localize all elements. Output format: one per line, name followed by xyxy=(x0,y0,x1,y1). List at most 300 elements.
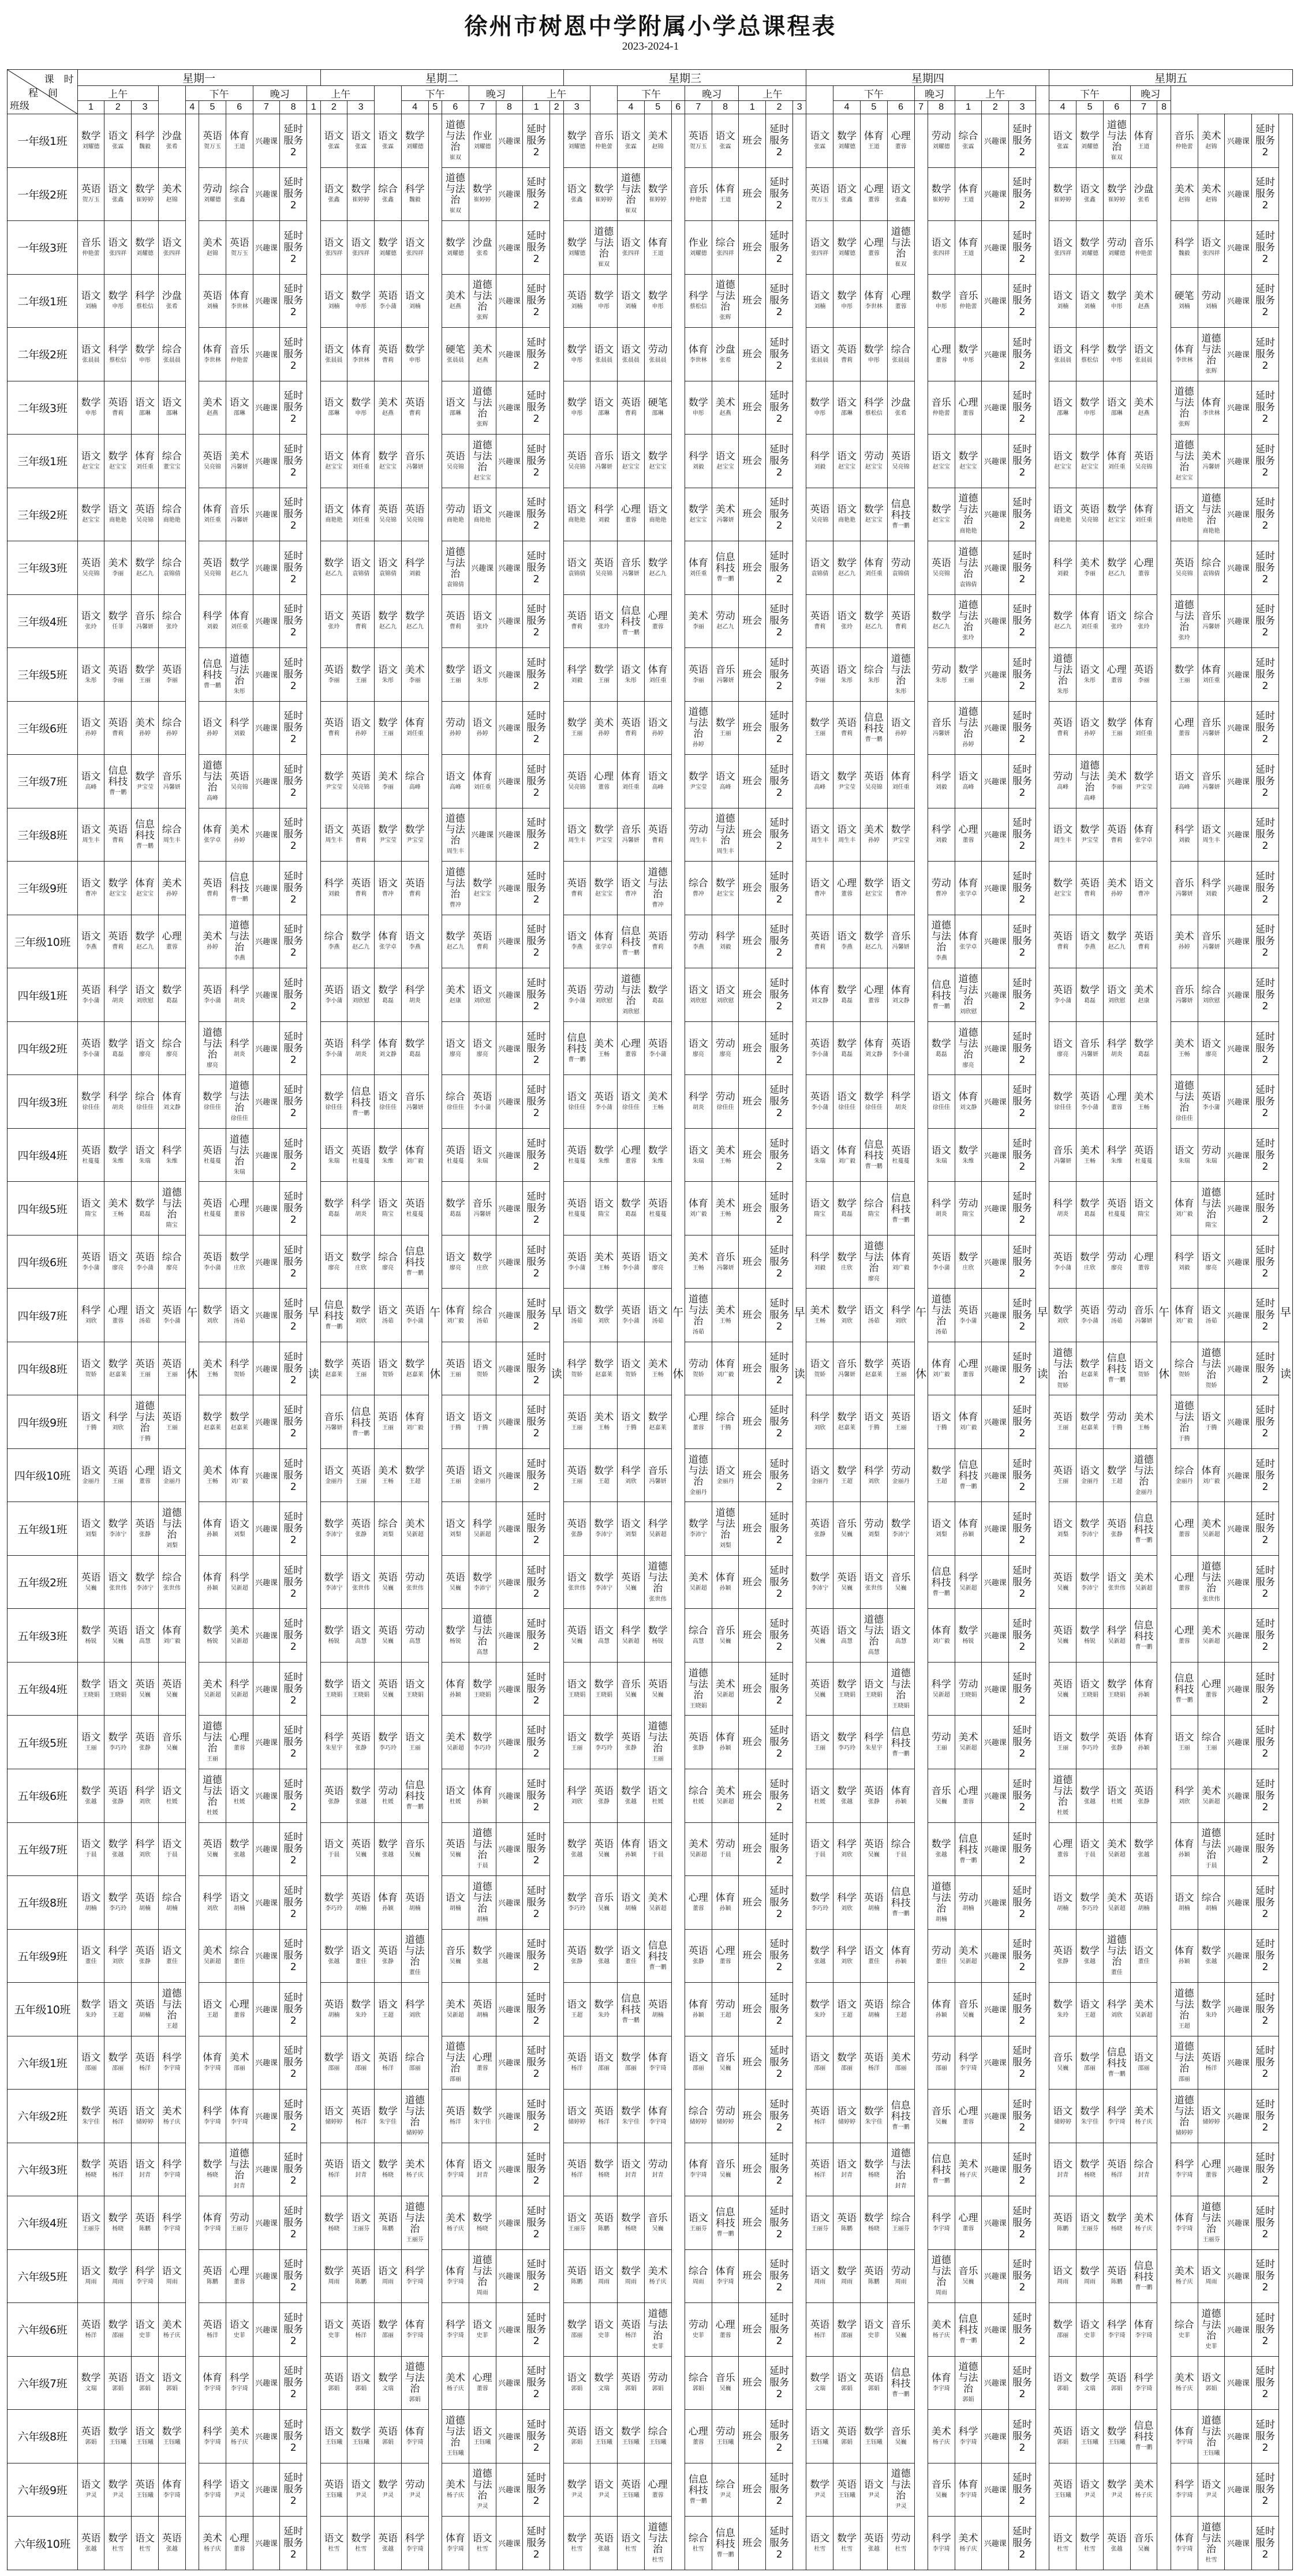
lesson-cell xyxy=(860,1075,887,1129)
lesson-teacher: 曹冲 xyxy=(692,890,704,897)
lesson-subject: 数学 xyxy=(620,2105,641,2117)
lesson-cell xyxy=(563,1822,590,1876)
lesson-cell xyxy=(1198,1235,1225,1289)
lesson-teacher: 贺娇 xyxy=(814,1371,826,1378)
lesson-subject: 语文 xyxy=(1201,2105,1221,2117)
lesson-subject: 语文 xyxy=(162,1839,182,1851)
lesson-cell xyxy=(253,1448,280,1502)
lesson-subject: 劳动 xyxy=(958,1892,978,1904)
lesson-subject: 延时服务2 xyxy=(769,1938,790,1974)
lesson-cell xyxy=(469,1289,496,1342)
lesson-teacher: 刘欣慰 xyxy=(689,998,707,1004)
lesson-cell xyxy=(806,1555,833,1609)
lesson-cell xyxy=(375,2196,402,2250)
lesson-teacher: 张越 xyxy=(1138,1852,1150,1859)
lesson-teacher: 王超 xyxy=(841,1478,853,1485)
lesson-teacher: 李小蒲 xyxy=(568,998,586,1004)
lesson-cell xyxy=(253,1662,280,1716)
lesson-subject: 延时服务2 xyxy=(526,2418,547,2454)
lesson-subject: 延时服务2 xyxy=(1012,336,1033,372)
lesson-cell xyxy=(766,915,793,968)
lesson-subject: 延时服务2 xyxy=(769,390,790,425)
lesson-cell xyxy=(104,1075,132,1129)
lesson-teacher: 赵宝宝 xyxy=(838,463,856,470)
lesson-teacher: 张晨晨 xyxy=(1054,357,1072,364)
lesson-teacher: 孙婷 xyxy=(692,742,704,748)
lesson-subject: 延时服务2 xyxy=(1255,1511,1275,1547)
lesson-cell xyxy=(469,1448,496,1502)
class-name: 五年级6班 xyxy=(8,1769,78,1822)
lesson-cell xyxy=(77,2090,104,2143)
lesson-teacher: 张越 xyxy=(571,1852,583,1859)
lesson-subject: 语文 xyxy=(351,557,371,569)
lesson-cell xyxy=(226,648,253,702)
lesson-teacher: 史菲 xyxy=(652,2343,664,2350)
lesson-subject: 道德与法治 xyxy=(445,546,465,580)
lesson-subject: 语文 xyxy=(810,2212,830,2224)
morning-read-cell xyxy=(1035,114,1049,2570)
break-label: 午 xyxy=(1158,1305,1170,1319)
lesson-subject: 综合 xyxy=(688,1625,708,1637)
lesson-teacher: 李宇琦 xyxy=(203,2386,221,2392)
lesson-cell xyxy=(104,435,132,488)
lesson-cell xyxy=(644,2196,671,2250)
lesson-teacher: 袁锦倩 xyxy=(959,581,977,588)
lesson-subject: 英语 xyxy=(377,1945,398,1957)
lesson-cell xyxy=(347,2090,375,2143)
lesson-subject: 美术 xyxy=(1106,1892,1127,1904)
lesson-subject: 兴趣课 xyxy=(498,831,521,840)
lesson-subject: 兴趣课 xyxy=(498,1312,521,1321)
lesson-cell xyxy=(833,808,861,862)
lesson-subject: 班会 xyxy=(742,935,762,948)
lesson-subject: 科学 xyxy=(229,1358,249,1370)
lesson-teacher: 刘欣慰 xyxy=(959,1009,977,1015)
lesson-subject: 体育 xyxy=(202,1518,222,1530)
lesson-subject: 语文 xyxy=(810,1839,830,1851)
lesson-subject: 美术 xyxy=(1080,557,1100,569)
lesson-cell xyxy=(77,2410,104,2463)
lesson-subject: 语文 xyxy=(324,824,344,836)
lesson-subject: 语文 xyxy=(567,1091,587,1103)
lesson-subject: 综合 xyxy=(377,1251,398,1263)
lesson-teacher: 杜媛 xyxy=(449,1798,461,1805)
lesson-cell xyxy=(685,435,712,488)
lesson-subject: 语文 xyxy=(81,1411,101,1424)
lesson-teacher: 吴巍 xyxy=(719,2065,731,2072)
lesson-cell xyxy=(1171,1289,1198,1342)
lesson-cell xyxy=(618,1342,645,1395)
lesson-subject: 兴趣课 xyxy=(255,2166,278,2175)
lesson-cell xyxy=(523,1929,550,1983)
lesson-subject: 延时服务2 xyxy=(283,1405,304,1440)
lesson-teacher: 刘耀德 xyxy=(568,143,586,150)
lesson-cell xyxy=(644,1502,671,1556)
lesson-subject: 语文 xyxy=(324,130,344,142)
lesson-subject: 兴趣课 xyxy=(255,1685,278,1694)
lesson-teacher: 吴新超 xyxy=(1108,1852,1126,1859)
lesson-cell xyxy=(766,2356,793,2410)
lesson-teacher: 杨子庆 xyxy=(1135,2118,1153,2125)
lesson-cell xyxy=(1049,114,1076,168)
lesson-subject: 综合 xyxy=(715,1411,735,1424)
lesson-teacher: 刘毅 xyxy=(1178,1264,1190,1271)
lesson-subject: 延时服务2 xyxy=(769,978,790,1012)
lesson-cell xyxy=(1171,2356,1198,2410)
lesson-cell xyxy=(375,1395,402,1449)
lesson-subject: 兴趣课 xyxy=(255,1578,278,1587)
lesson-teacher: 赵乙九 xyxy=(865,624,883,631)
lesson-subject: 语文 xyxy=(135,2105,155,2117)
lesson-cell xyxy=(1009,594,1036,648)
lesson-teacher: 赵乙九 xyxy=(136,570,154,577)
lesson-cell xyxy=(766,221,793,275)
lesson-subject: 美术 xyxy=(445,984,465,996)
lesson-cell xyxy=(766,328,793,381)
lesson-teacher: 赵乙九 xyxy=(1108,944,1126,951)
lesson-subject: 语文 xyxy=(1080,717,1100,729)
lesson-teacher: 王丽 xyxy=(935,1745,947,1752)
lesson-teacher: 曹冲 xyxy=(895,890,907,897)
lesson-subject: 英语 xyxy=(567,1465,587,1477)
lesson-teacher: 王钰曦 xyxy=(473,2439,491,2446)
lesson-teacher: 李丽 xyxy=(328,677,340,684)
lesson-teacher: 赵宝宝 xyxy=(82,463,100,470)
lesson-teacher: 隋宝 xyxy=(868,1211,880,1218)
lesson-teacher: 曹莉 xyxy=(625,731,637,737)
lesson-cell xyxy=(590,2036,618,2090)
lesson-cell xyxy=(1252,2196,1279,2250)
lesson-subject: 道德与法治 xyxy=(1174,1987,1194,2021)
lesson-teacher: 朱彤 xyxy=(868,677,880,684)
lesson-subject: 兴趣课 xyxy=(1227,1845,1250,1855)
lesson-cell xyxy=(401,1662,428,1716)
lesson-cell xyxy=(739,1929,766,1983)
lesson-cell xyxy=(375,862,402,915)
lesson-subject: 语文 xyxy=(351,717,371,729)
lesson-cell xyxy=(1009,2249,1036,2303)
lesson-teacher: 刘欣慰 xyxy=(622,1009,640,1015)
lesson-cell xyxy=(253,274,280,328)
lesson-cell xyxy=(806,2090,833,2143)
lesson-teacher: 孙婷 xyxy=(1084,731,1096,737)
lesson-cell xyxy=(280,1128,307,1182)
lesson-subject: 兴趣课 xyxy=(255,777,278,787)
lesson-teacher: 隋宝 xyxy=(598,1211,610,1218)
lesson-cell xyxy=(1252,1182,1279,1235)
lesson-cell xyxy=(253,167,280,221)
lesson-cell xyxy=(860,755,887,808)
lesson-teacher: 吴巍 xyxy=(935,2118,947,2125)
lesson-cell xyxy=(955,1983,982,2036)
lesson-subject: 语文 xyxy=(810,1785,830,1797)
lesson-teacher: 曹一鹏 xyxy=(865,736,883,743)
lesson-cell xyxy=(320,221,347,275)
lesson-teacher: 董蓉 xyxy=(625,1051,637,1058)
lesson-subject: 英语 xyxy=(648,1998,668,2010)
lesson-subject: 兴趣课 xyxy=(498,1739,521,1748)
lesson-teacher: 刘楠 xyxy=(206,304,218,310)
lesson-subject: 语文 xyxy=(863,1678,884,1690)
lesson-subject: 延时服务2 xyxy=(1012,1458,1033,1493)
lesson-teacher: 汤茹 xyxy=(1111,1318,1123,1325)
lesson-teacher: 徐佳佳 xyxy=(325,1104,343,1111)
lesson-subject: 科学 xyxy=(162,2159,182,2171)
lesson-subject: 英语 xyxy=(810,1625,830,1637)
lesson-subject: 兴趣课 xyxy=(984,1044,1007,1054)
lesson-cell xyxy=(739,1395,766,1449)
lesson-cell xyxy=(833,1662,861,1716)
lesson-cell xyxy=(401,2036,428,2090)
lesson-subject: 语文 xyxy=(1106,1785,1127,1797)
lesson-teacher: 李宇琦 xyxy=(406,2279,424,2286)
lesson-cell xyxy=(1076,2196,1104,2250)
break-label: 读 xyxy=(1037,1367,1048,1380)
lesson-teacher: 李燕 xyxy=(233,955,245,962)
lesson-subject: 数学 xyxy=(837,2319,857,2331)
lesson-subject: 美术 xyxy=(1174,931,1194,943)
lesson-subject: 数学 xyxy=(837,1198,857,1210)
lunch-break-cell xyxy=(671,114,685,2570)
lesson-subject: 兴趣课 xyxy=(1227,1739,1250,1748)
lesson-cell xyxy=(644,968,671,1022)
lesson-cell xyxy=(280,114,307,168)
lesson-teacher: 李丽 xyxy=(166,677,178,684)
lesson-teacher: 吴亮锦 xyxy=(892,463,910,470)
lesson-cell xyxy=(1009,328,1036,381)
lesson-cell xyxy=(1225,328,1252,381)
lesson-cell xyxy=(833,221,861,275)
lesson-cell xyxy=(1076,435,1104,488)
lesson-cell xyxy=(887,1235,914,1289)
lesson-teacher: 王畅 xyxy=(598,1051,610,1058)
lesson-teacher: 吴巍 xyxy=(814,1638,826,1645)
lesson-teacher: 刘任重 xyxy=(473,784,491,791)
lesson-subject: 数学 xyxy=(594,184,614,196)
lesson-subject: 数学 xyxy=(1106,931,1127,943)
lesson-teacher: 张希 xyxy=(719,357,731,364)
lesson-teacher: 孙婷 xyxy=(206,731,218,737)
lesson-teacher: 李宇琦 xyxy=(716,2279,734,2286)
lesson-teacher: 赵燕 xyxy=(1138,410,1150,417)
lesson-cell xyxy=(199,2410,226,2463)
lesson-teacher: 李沛宁 xyxy=(595,1585,613,1592)
school-term: 2023-2024-1 xyxy=(622,40,679,53)
lesson-subject: 英语 xyxy=(567,1251,587,1263)
lesson-subject: 延时服务2 xyxy=(526,336,547,372)
lesson-cell xyxy=(158,2356,185,2410)
lesson-cell xyxy=(712,701,739,755)
lesson-subject: 英语 xyxy=(863,1998,884,2010)
lesson-teacher: 张玲 xyxy=(476,624,488,631)
lesson-cell xyxy=(590,328,618,381)
lesson-cell xyxy=(887,1289,914,1342)
lesson-teacher: 吴巍 xyxy=(841,1532,853,1538)
lesson-cell xyxy=(253,381,280,435)
lesson-cell xyxy=(1252,1555,1279,1609)
lesson-subject: 延时服务2 xyxy=(1255,1885,1275,1920)
table-row xyxy=(8,1075,1293,1129)
lesson-teacher: 刘梨 xyxy=(868,1532,880,1538)
lesson-cell xyxy=(1130,1395,1157,1449)
lesson-cell xyxy=(401,915,428,968)
lesson-teacher: 张世伟 xyxy=(163,1585,181,1592)
lesson-cell xyxy=(442,435,469,488)
lesson-teacher: 陈鹏 xyxy=(598,2225,610,2232)
lesson-cell xyxy=(712,435,739,488)
lesson-teacher: 刘耀德 xyxy=(473,143,491,150)
lesson-subject: 延时服务2 xyxy=(1255,1938,1275,1974)
lesson-subject: 兴趣课 xyxy=(1227,938,1250,947)
lesson-teacher: 张晨晨 xyxy=(82,357,100,364)
lesson-teacher: 王丽 xyxy=(571,1478,583,1485)
lesson-cell xyxy=(833,435,861,488)
lesson-cell xyxy=(347,167,375,221)
lesson-teacher: 赵嘉莱 xyxy=(1081,1425,1099,1432)
lesson-cell xyxy=(712,2356,739,2410)
lesson-teacher: 刘楠 xyxy=(328,304,340,310)
lesson-cell xyxy=(253,1182,280,1235)
lesson-cell xyxy=(280,594,307,648)
lesson-cell xyxy=(590,2143,618,2196)
lesson-teacher: 刘毅 xyxy=(598,517,610,524)
lesson-subject: 音乐 xyxy=(405,1839,425,1851)
lesson-cell xyxy=(712,381,739,435)
lesson-cell xyxy=(1225,167,1252,221)
lesson-teacher: 陈鹏 xyxy=(1111,2279,1123,2286)
lesson-teacher: 朱瑞 xyxy=(476,1158,488,1165)
lesson-teacher: 李小蒲 xyxy=(1081,1318,1099,1325)
lesson-cell xyxy=(132,1502,159,1556)
lesson-subject: 道德与法治 xyxy=(648,866,668,900)
lesson-cell xyxy=(375,915,402,968)
lesson-cell xyxy=(104,1662,132,1716)
lesson-teacher: 商艳艳 xyxy=(959,528,977,535)
lesson-subject: 英语 xyxy=(162,1411,182,1424)
lesson-cell xyxy=(77,1769,104,1822)
lesson-subject: 科学 xyxy=(1053,1198,1073,1210)
lesson-cell xyxy=(887,274,914,328)
corner-header xyxy=(8,70,78,114)
lesson-teacher: 胡炎 xyxy=(1111,1051,1123,1058)
lesson-cell xyxy=(1049,915,1076,968)
lesson-subject: 数学 xyxy=(648,184,668,196)
lesson-teacher: 董蓉 xyxy=(962,837,974,844)
lesson-cell xyxy=(226,701,253,755)
lesson-teacher: 王丽 xyxy=(652,1756,664,1763)
class-name: 四年级2班 xyxy=(8,1021,78,1075)
lesson-teacher: 杨锐 xyxy=(962,1638,974,1645)
lesson-subject: 科学 xyxy=(351,1038,371,1050)
lesson-cell xyxy=(442,1342,469,1395)
lesson-cell xyxy=(1171,381,1198,435)
lesson-cell xyxy=(712,1822,739,1876)
lesson-teacher: 杜媛 xyxy=(206,1809,218,1816)
lesson-cell xyxy=(1076,968,1104,1022)
lesson-cell xyxy=(132,2410,159,2463)
lesson-subject: 延时服务2 xyxy=(283,336,304,372)
lesson-cell xyxy=(104,2356,132,2410)
lesson-cell xyxy=(1103,2090,1130,2143)
lesson-subject: 体育 xyxy=(863,557,884,569)
lesson-teacher: 曹一鹏 xyxy=(325,1323,343,1330)
table-row xyxy=(8,1555,1293,1609)
lesson-subject: 道德与法治 xyxy=(229,653,249,687)
lesson-cell xyxy=(77,167,104,221)
lesson-subject: 数学 xyxy=(594,1998,614,2010)
lesson-subject: 语文 xyxy=(1080,290,1100,302)
lesson-subject: 班会 xyxy=(742,241,762,253)
lesson-cell xyxy=(226,2196,253,2250)
lesson-cell xyxy=(1009,1609,1036,1663)
lesson-subject: 语文 xyxy=(1106,611,1127,623)
lesson-cell xyxy=(523,1289,550,1342)
lesson-teacher: 董佳 xyxy=(625,1959,637,1965)
lesson-teacher: 曹冲 xyxy=(625,890,637,897)
lesson-subject: 劳动 xyxy=(1053,770,1073,782)
lesson-teacher: 董蓉 xyxy=(962,2225,974,2232)
lesson-teacher: 廖亮 xyxy=(206,1062,218,1069)
lesson-cell xyxy=(955,274,982,328)
lesson-subject: 科学 xyxy=(931,824,951,836)
lesson-cell xyxy=(618,435,645,488)
lesson-cell xyxy=(226,1555,253,1609)
lesson-subject: 延时服务2 xyxy=(1255,1618,1275,1653)
lesson-subject: 数学 xyxy=(472,2212,492,2224)
break-header xyxy=(590,86,618,114)
lesson-teacher: 刘任重 xyxy=(1135,731,1153,737)
lesson-cell xyxy=(375,1822,402,1876)
lesson-teacher: 于晨 xyxy=(476,1863,488,1870)
lesson-teacher: 李小蒲 xyxy=(406,1318,424,1325)
lesson-cell xyxy=(375,488,402,541)
lesson-cell xyxy=(685,701,712,755)
lesson-subject: 英语 xyxy=(1053,2212,1073,2224)
lesson-subject: 延时服务2 xyxy=(1012,978,1033,1012)
lesson-cell xyxy=(563,1289,590,1342)
lesson-cell xyxy=(563,1769,590,1822)
lesson-cell xyxy=(982,167,1009,221)
lesson-subject: 劳动 xyxy=(1201,1144,1221,1156)
lesson-subject: 数学 xyxy=(81,2372,101,2384)
lesson-subject: 延时服务2 xyxy=(1012,1938,1033,1974)
lesson-teacher: 邵丽 xyxy=(85,2065,97,2072)
lesson-cell xyxy=(563,2410,590,2463)
lesson-subject: 班会 xyxy=(742,188,762,200)
lesson-teacher: 刘欣慰 xyxy=(1202,998,1220,1004)
lesson-teacher: 贺娇 xyxy=(1178,1371,1190,1378)
session-morning: 上午 xyxy=(523,86,590,101)
lesson-cell xyxy=(199,2303,226,2357)
lesson-subject: 美术 xyxy=(377,1465,398,1477)
lesson-teacher: 王道 xyxy=(962,250,974,257)
lesson-teacher: 王丽 xyxy=(1057,1425,1069,1432)
lesson-cell xyxy=(712,968,739,1022)
lesson-subject: 语文 xyxy=(810,2425,830,2438)
lesson-cell xyxy=(860,2196,887,2250)
lesson-subject: 道德与法治 xyxy=(688,706,708,740)
table-row xyxy=(8,2143,1293,2196)
period-number: 5 xyxy=(428,101,442,114)
lesson-cell xyxy=(253,2090,280,2143)
lesson-subject: 兴趣课 xyxy=(498,457,521,466)
lesson-cell xyxy=(1171,2303,1198,2357)
lesson-cell xyxy=(1252,1342,1279,1395)
lesson-subject: 兴趣课 xyxy=(498,297,521,306)
lesson-cell xyxy=(982,1555,1009,1609)
lesson-cell xyxy=(158,1929,185,1983)
lesson-subject: 延时服务2 xyxy=(283,978,304,1012)
